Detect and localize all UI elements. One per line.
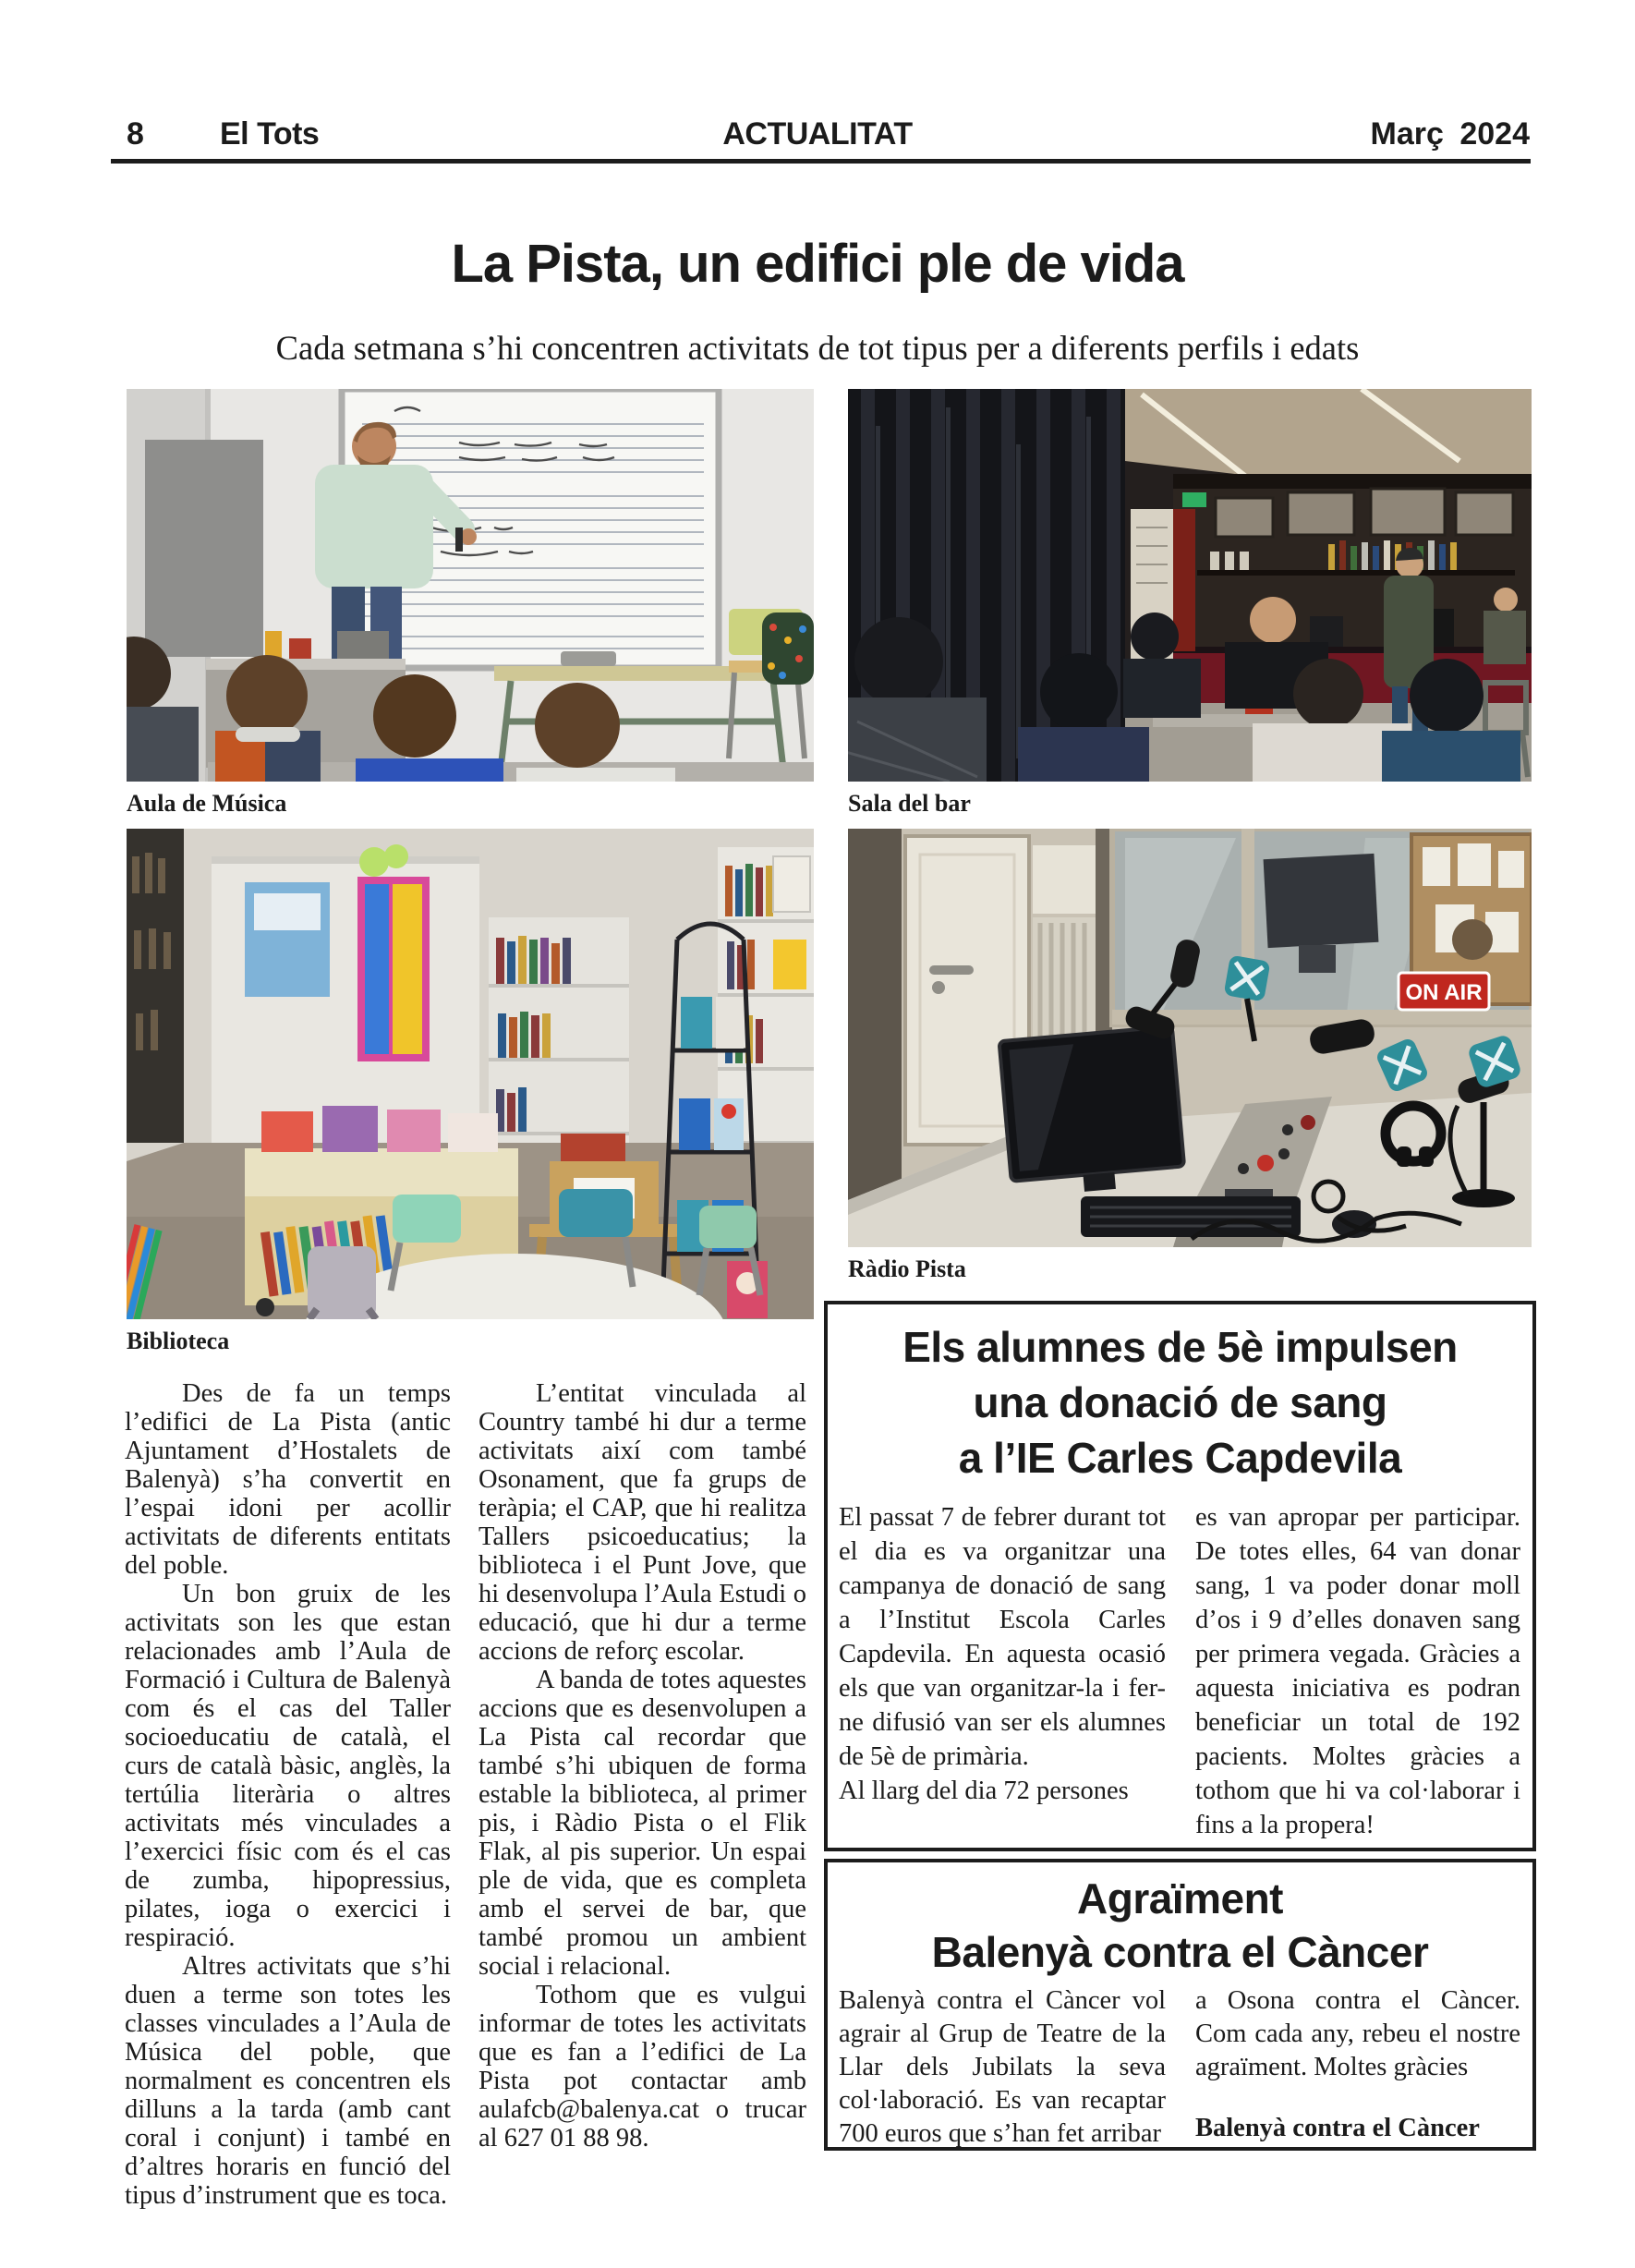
box-donacio-sang	[824, 1301, 1536, 1851]
box-agraiment	[824, 1859, 1536, 2151]
on-air-sign	[1399, 973, 1489, 1010]
photo-caption-aula: Aula de Música	[127, 790, 287, 817]
keyboard	[1081, 1196, 1301, 1237]
body-paragraph: Des de fa un temps l’edifici de La Pista (antic Ajuntament d’Hostalets de Balenyà) s’ha convertit en l’espai idoni per acollir activitats de diferents entitats del poble.	[125, 1379, 451, 1580]
exit-sign	[1182, 492, 1206, 507]
masthead: El Tots	[220, 116, 320, 152]
photo-caption-radio: Ràdio Pista	[848, 1255, 966, 1282]
box-donacio-column-right	[1195, 1500, 1520, 1842]
photo-aula-de-musica	[127, 389, 814, 817]
article-column-2	[478, 1379, 806, 2153]
body-paragraph: A banda de totes aquestes accions que es desenvolupen a La Pista cal recordar que també s’hi ubiquen de forma estable la biblioteca, al primer pis, i Ràdio Pista o el Flik Flak, al pis superior. Un espai ple de vida, que es completa amb el servei de bar, que també promou un ambient social i relacional.	[478, 1666, 806, 1981]
box-paragraph: Balenyà contra el Càncer vol agrair al Grup de Teatre de la Llar dels Jubilats la seva col·laboració. Es van recaptar 700 euros que s’han fet arribar	[839, 1986, 1166, 2148]
page-header	[0, 116, 1635, 159]
box-agraiment-title	[828, 1862, 1532, 1979]
box-donacio-title-line: Els alumnes de 5è impulsen	[902, 1323, 1458, 1371]
radio-pista-illustration	[848, 829, 1532, 1247]
box-paragraph: Al llarg del dia 72 persones	[839, 1777, 1129, 1805]
article-title: La Pista, un edifici ple de vida	[451, 233, 1184, 294]
box-paragraph: a Osona contra el Càncer. Com cada any, rebeu el nostre agraïment. Moltes gràcies	[1195, 1986, 1520, 2081]
body-paragraph: Tothom que es vulgui informar de totes les activitats que es fan a l’edifici de La Pista pot contactar amb aulafcb@balenya.cat o trucar al 627 01 88 98.	[478, 1981, 806, 2153]
box-donacio-title	[828, 1304, 1532, 1486]
box-agraiment-column-right	[1195, 1984, 1520, 2145]
box-donacio-column-left	[839, 1500, 1166, 1808]
body-paragraph: Un bon gruix de les activitats son les que estan relacionades amb l’Aula de Formació i Cultura de Balenyà com és el cas del Taller socioeducatiu de català, el curs de català bàsic, anglès, la tertúlia literària o altres activitats més vinculades a l’exercici físic com és el cas de zumba, hipopressius, pilates, ioga o exercici i respiració.	[125, 1580, 451, 1952]
biblioteca-illustration	[127, 829, 814, 1319]
on-air-text: ON AIR	[1405, 980, 1483, 1005]
box-agraiment-signature: Balenyà contra el Càncer	[1195, 2114, 1480, 2142]
header-rule	[111, 159, 1531, 164]
box-donacio-title-line: una donació de sang	[973, 1378, 1387, 1426]
body-paragraph: Altres activitats que s’hi duen a terme son totes les classes vinculades a l’Aula de Música del poble, que normalment es concentren els dilluns a la tarda (amb cant coral i conjunt) i també en d’altres horaris en funció del tipus d’instrument que es toca.	[125, 1952, 451, 2210]
photo-caption-bar: Sala del bar	[848, 790, 971, 817]
photo-radio-pista	[848, 829, 1532, 1282]
aula-de-musica-illustration	[127, 389, 814, 782]
section-title: ACTUALITAT	[722, 116, 913, 152]
box-agraiment-title-line: Agraïment	[1077, 1874, 1283, 1922]
issue-date: Març 2024	[1370, 116, 1530, 152]
photo-caption-biblioteca: Biblioteca	[127, 1328, 230, 1354]
article-subtitle: Cada setmana s’hi concentren activitats de tot tipus per a diferents perfils i edats	[275, 329, 1360, 368]
body-paragraph: L’entitat vinculada al Country també hi dur a terme activitats així com també Osonament, que fa grups de teràpia; el CAP, que hi realitza Tallers psicoeducatius; la biblioteca i el Punt Jove, que hi desenvolupa l’Aula Estudi o educació, que hi dur a terme accions de reforç escolar.	[478, 1379, 806, 1666]
sala-del-bar-illustration	[848, 389, 1532, 782]
page-number: 8	[127, 116, 144, 152]
acoustic-panel	[145, 440, 263, 657]
article-column-1	[125, 1379, 451, 2210]
box-agraiment-title-line: Balenyà contra el Càncer	[931, 1928, 1429, 1976]
box-donacio-title-line: a l’IE Carles Capdevila	[958, 1434, 1402, 1482]
photo-sala-del-bar	[848, 389, 1532, 817]
box-paragraph: El passat 7 de febrer durant tot el dia es va organitzar una campanya de donació de sang a l’Institut Escola Carles Capdevila. En aquesta ocasió els que van organitzar-la i fer-ne difusió van ser els alumnes de 5è de primària.	[839, 1503, 1166, 1771]
box-agraiment-column-left	[839, 1984, 1166, 2151]
box-paragraph: es van apropar per participar. De totes elles, 64 van donar sang, 1 va poder donar moll d’os i 9 d’elles donaven sang per primera vegada. Gràcies a aquesta iniciativa es podran beneficiar un total de 192 pacients. Moltes gràcies a tothom que hi va col·laborar i fins a la propera!	[1195, 1503, 1520, 1839]
photo-biblioteca	[127, 829, 814, 1354]
